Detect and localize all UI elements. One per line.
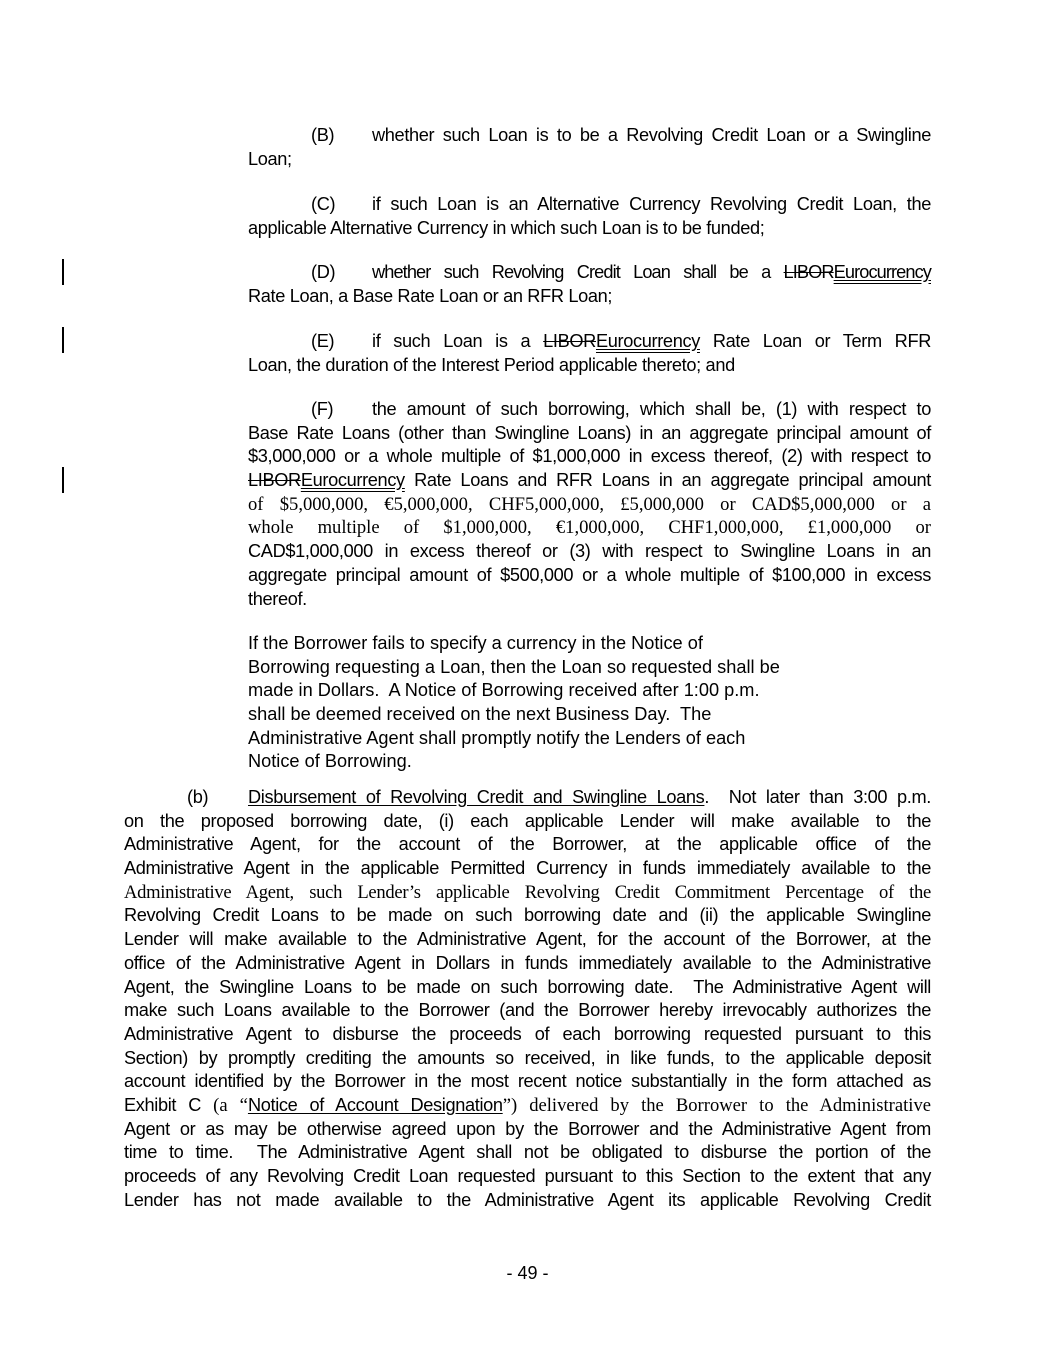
defined-term: Notice of Account Designation bbox=[247, 1094, 503, 1115]
deleted-text: LIBOR bbox=[783, 262, 834, 282]
clause-label: (E) bbox=[311, 331, 335, 351]
section-label: (b) bbox=[187, 787, 209, 807]
inserted-text: Eurocurrency bbox=[300, 470, 405, 491]
clause-label: (F) bbox=[311, 399, 334, 419]
inserted-text: Eurocurrency bbox=[833, 262, 931, 282]
clause-d: (D) whether such Revolving Credit Loan shall be a LIBOREurocurrency Rate Loan, a Base Rate Loan or an RFR Loan; bbox=[248, 262, 931, 306]
clause-b: (B) whether such Loan is to be a Revolving Credit Loan or a Swingline Loan; bbox=[248, 125, 931, 169]
clause-label: (D) bbox=[311, 262, 336, 282]
deleted-text: LIBOR bbox=[543, 331, 596, 351]
clause-e: (E) if such Loan is a LIBOREurocurrency Rate Loan or Term RFR Loan, the duration of the Interest Period applicable thereto; and bbox=[248, 331, 931, 375]
change-bar-e bbox=[62, 327, 64, 353]
change-bar-d bbox=[62, 259, 64, 285]
clause-f: (F) the amount of such borrowing, which shall be, (1) with respect to Base Rate Loans (other than Swingline Loans) in an aggregate principal amount of $3,000,000 or a whole multiple of $1,000,000 in excess thereof, (2) with respect to LIBOREurocurrency Rate Loans and RFR Loans in an aggregate principal amount of $5,000,000, €5,000,000, CHF5,000,000, £5,000,000 or CAD$5,000,000 or a whole multiple of $1,000,000, €1,000,000, CHF1,000,000, £1,000,000 or CAD$1,000,000 in excess thereof or (3) with respect to Swingline Loans in an aggregate principal amount of $500,000 or a whole multiple of $100,000 in excess thereof. bbox=[248, 399, 931, 609]
notice-paragraph: If the Borrower fails to specify a currency in the Notice of Borrowing requesting a Loan, then the Loan so requested shall be made in Dollars. A Notice of Borrowing received after 1:00 p.m. shall be deemed received on the next Business Day. The Administrative Agent shall promptly notify the Lenders of each Notice of Borrowing. bbox=[248, 633, 780, 772]
change-bar-f bbox=[62, 467, 64, 493]
deleted-text: LIBOR bbox=[248, 470, 301, 491]
section-heading: Disbursement of Revolving Credit and Swingline Loans bbox=[248, 787, 705, 807]
section-b: (b) Disbursement of Revolving Credit and Swingline Loans. Not later than 3:00 p.m. on the proposed borrowing date, (i) each applicable Lender will make available to the Administrative Agent, for the account of the Borrower, at the applicable office of the Administrative Agent in the applicable Permitted Currency in funds immediately available to the Administrative Agent, such Lender’s applicable Revolving Credit Commitment Percentage of the Revolving Credit Loans to be made on such borrowing date and (ii) the applicable Swingline Lender will make available to the Administrative Agent, for the account of the Borrower, at the office of the Administrative Agent in Dollars in funds immediately available to the Administrative Agent, the Swingline Loans to be made on such borrowing date. The Administrative Agent will make such Loans available to the Borrower (and the Borrower hereby irrevocably authorizes the Administrative Agent to disburse the proceeds of each borrowing requested pursuant to this Section) by promptly crediting the amounts so received, in like funds, to the applicable deposit account identified by the Borrower in the most recent notice substantially in the form attached as Exhibit C (a “Notice of Account Designation”) delivered by the Borrower to the Administrative Agent or as may be otherwise agreed upon by the Borrower and the Administrative Agent from time to time. The Administrative Agent shall not be obligated to disburse the portion of the proceeds of any Revolving Credit Loan requested pursuant to this Section to the extent that any Lender has not made available to the Administrative Agent its applicable Revolving Credit bbox=[124, 787, 931, 1210]
clause-label: (B) bbox=[311, 125, 335, 145]
page-number: - 49 - bbox=[506, 1263, 549, 1283]
clause-c: (C) if such Loan is an Alternative Currency Revolving Credit Loan, the applicable Alternative Currency in which such Loan is to be funded; bbox=[248, 194, 931, 238]
inserted-text: Eurocurrency bbox=[595, 331, 700, 351]
clause-label: (C) bbox=[311, 194, 336, 214]
